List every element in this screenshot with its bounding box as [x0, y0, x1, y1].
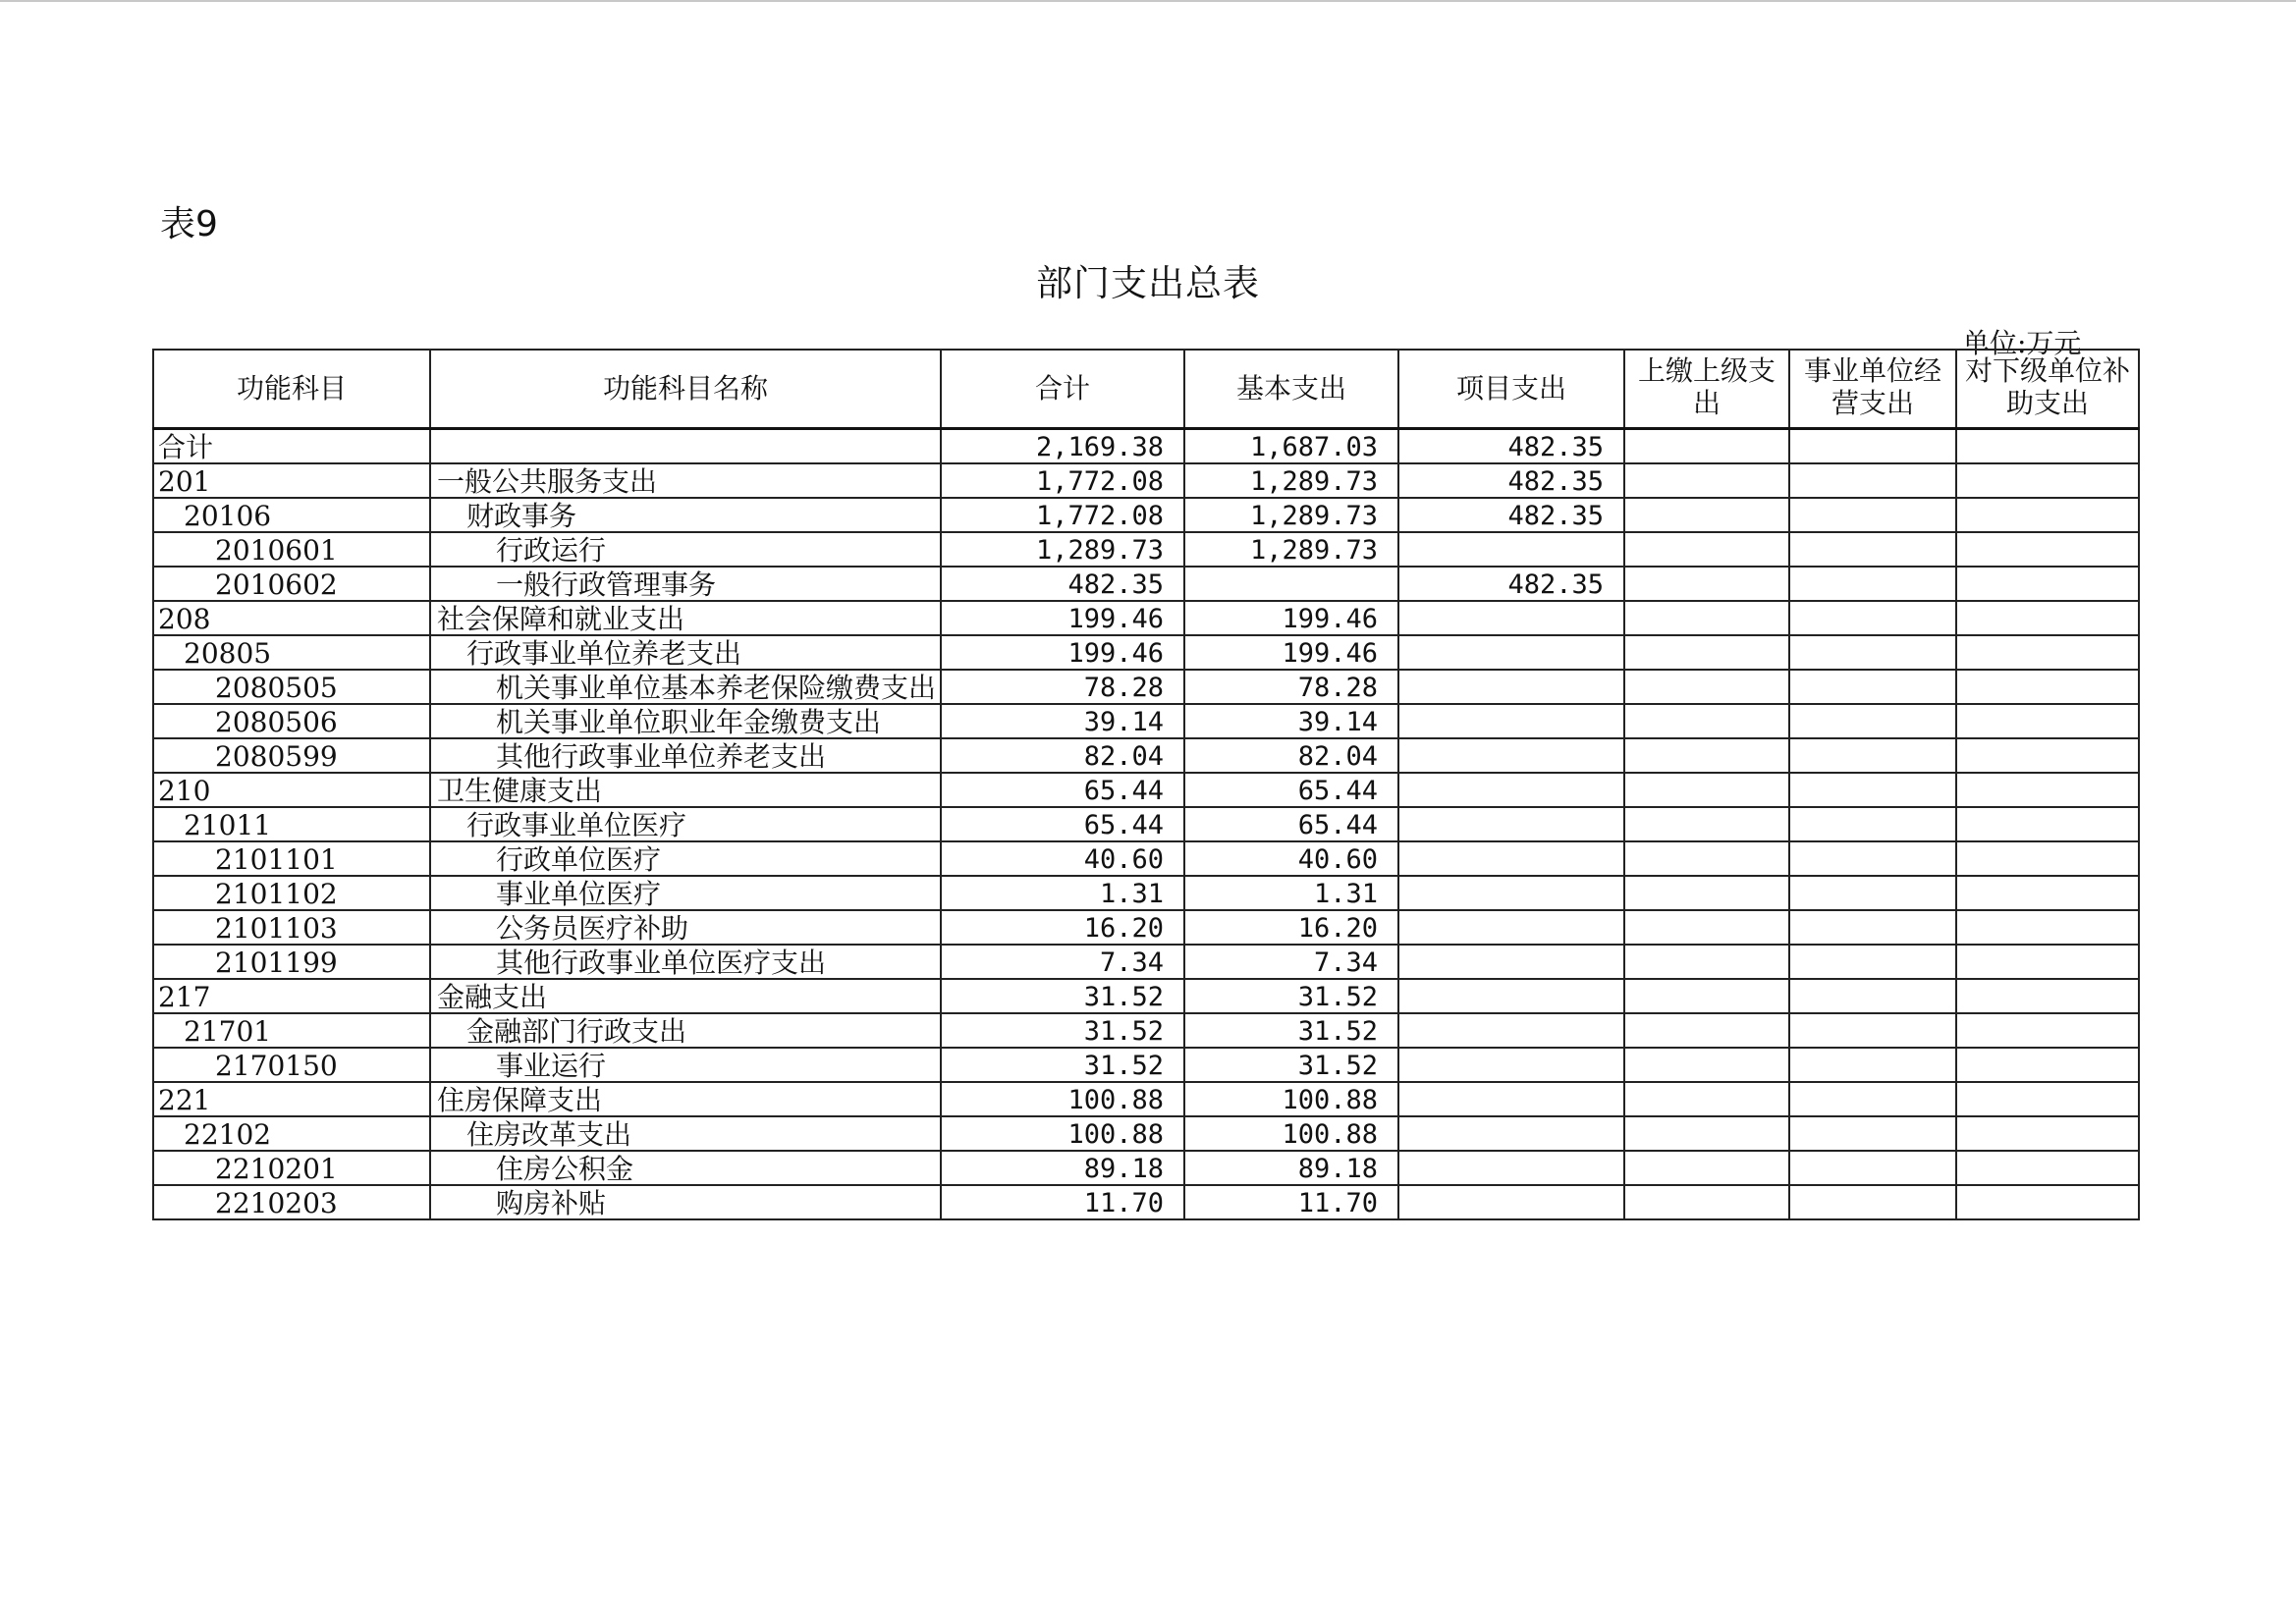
- cell-c8: [1956, 1116, 2139, 1151]
- cell-c6: [1624, 463, 1789, 498]
- cell-basic: 40.60: [1184, 841, 1398, 876]
- table-row: [153, 704, 2139, 738]
- cell-c8: [1956, 1082, 2139, 1116]
- cell-total: 11.70: [941, 1185, 1184, 1219]
- cell-project: [1398, 670, 1624, 704]
- table-row: [153, 1082, 2139, 1116]
- expenditure-table: [152, 349, 2140, 1220]
- cell-total: 1,772.08: [941, 498, 1184, 532]
- table-row: [153, 670, 2139, 704]
- table-row: [153, 1185, 2139, 1219]
- cell-basic: 16.20: [1184, 910, 1398, 945]
- cell-c6: [1624, 532, 1789, 567]
- cell-function-code: 2101103: [153, 910, 430, 945]
- cell-total: 1,289.73: [941, 532, 1184, 567]
- cell-c6: [1624, 635, 1789, 670]
- cell-function-name: 事业运行: [430, 1048, 941, 1082]
- cell-function-code: 22102: [153, 1116, 430, 1151]
- cell-project: 482.35: [1398, 567, 1624, 601]
- table-body: [153, 429, 2139, 1220]
- cell-total: 65.44: [941, 807, 1184, 841]
- cell-total: 100.88: [941, 1082, 1184, 1116]
- header-project: 项目支出: [1398, 350, 1624, 429]
- cell-c6: [1624, 979, 1789, 1013]
- cell-function-name: 事业单位医疗: [430, 876, 941, 910]
- cell-project: [1398, 1048, 1624, 1082]
- cell-total: 1,772.08: [941, 463, 1184, 498]
- table-row: [153, 773, 2139, 807]
- cell-c7: [1789, 841, 1956, 876]
- cell-c6: [1624, 429, 1789, 464]
- cell-function-name: 一般行政管理事务: [430, 567, 941, 601]
- cell-c6: [1624, 910, 1789, 945]
- cell-c7: [1789, 429, 1956, 464]
- cell-total: 7.34: [941, 945, 1184, 979]
- cell-c8: [1956, 738, 2139, 773]
- cell-function-name: 住房公积金: [430, 1151, 941, 1185]
- cell-total: 2,169.38: [941, 429, 1184, 464]
- cell-c7: [1789, 979, 1956, 1013]
- cell-function-code: 2101199: [153, 945, 430, 979]
- cell-function-name: 金融支出: [430, 979, 941, 1013]
- cell-function-name: 机关事业单位职业年金缴费支出: [430, 704, 941, 738]
- cell-function-code: 合计: [153, 429, 430, 464]
- cell-function-name: 行政事业单位养老支出: [430, 635, 941, 670]
- cell-c7: [1789, 704, 1956, 738]
- header-name: 功能科目名称: [430, 350, 941, 429]
- cell-function-name: 公务员医疗补助: [430, 910, 941, 945]
- table-row: [153, 1116, 2139, 1151]
- header-row: [153, 350, 2139, 429]
- cell-c6: [1624, 876, 1789, 910]
- cell-basic: 31.52: [1184, 1013, 1398, 1048]
- header-total: 合计: [941, 350, 1184, 429]
- cell-basic: 100.88: [1184, 1116, 1398, 1151]
- cell-function-code: 221: [153, 1082, 430, 1116]
- cell-c8: [1956, 773, 2139, 807]
- header-business-ops: 事业单位经营支出: [1789, 350, 1956, 429]
- cell-basic: 78.28: [1184, 670, 1398, 704]
- cell-total: 31.52: [941, 1048, 1184, 1082]
- table-row: [153, 635, 2139, 670]
- cell-function-name: [430, 429, 941, 464]
- cell-c6: [1624, 807, 1789, 841]
- cell-basic: 1,289.73: [1184, 463, 1398, 498]
- cell-c6: [1624, 841, 1789, 876]
- cell-function-code: 2170150: [153, 1048, 430, 1082]
- cell-c7: [1789, 567, 1956, 601]
- cell-c8: [1956, 532, 2139, 567]
- cell-basic: 199.46: [1184, 635, 1398, 670]
- cell-c7: [1789, 635, 1956, 670]
- cell-project: [1398, 945, 1624, 979]
- cell-project: [1398, 1151, 1624, 1185]
- cell-c7: [1789, 498, 1956, 532]
- header-basic: 基本支出: [1184, 350, 1398, 429]
- cell-c7: [1789, 773, 1956, 807]
- cell-c6: [1624, 1082, 1789, 1116]
- table-row: [153, 738, 2139, 773]
- cell-total: 78.28: [941, 670, 1184, 704]
- table-row: [153, 601, 2139, 635]
- cell-project: [1398, 876, 1624, 910]
- cell-project: [1398, 1185, 1624, 1219]
- cell-function-code: 2101102: [153, 876, 430, 910]
- cell-basic: 1,289.73: [1184, 532, 1398, 567]
- cell-function-name: 住房保障支出: [430, 1082, 941, 1116]
- cell-total: 199.46: [941, 635, 1184, 670]
- unit-label: 单位:万元: [1962, 327, 2082, 359]
- cell-c8: [1956, 945, 2139, 979]
- cell-basic: 31.52: [1184, 979, 1398, 1013]
- cell-total: 199.46: [941, 601, 1184, 635]
- cell-function-code: 2080599: [153, 738, 430, 773]
- cell-total: 100.88: [941, 1116, 1184, 1151]
- cell-total: 1.31: [941, 876, 1184, 910]
- cell-function-name: 行政运行: [430, 532, 941, 567]
- cell-basic: 11.70: [1184, 1185, 1398, 1219]
- cell-c8: [1956, 841, 2139, 876]
- cell-c6: [1624, 670, 1789, 704]
- cell-function-code: 20106: [153, 498, 430, 532]
- cell-c7: [1789, 670, 1956, 704]
- page-title: 部门支出总表: [1036, 262, 1260, 304]
- cell-basic: [1184, 567, 1398, 601]
- cell-function-code: 201: [153, 463, 430, 498]
- table-row: [153, 841, 2139, 876]
- cell-c6: [1624, 704, 1789, 738]
- cell-total: 482.35: [941, 567, 1184, 601]
- cell-function-name: 卫生健康支出: [430, 773, 941, 807]
- cell-basic: 89.18: [1184, 1151, 1398, 1185]
- cell-function-code: 2210201: [153, 1151, 430, 1185]
- cell-project: [1398, 807, 1624, 841]
- cell-c8: [1956, 670, 2139, 704]
- cell-c6: [1624, 945, 1789, 979]
- table-row: [153, 910, 2139, 945]
- cell-c8: [1956, 807, 2139, 841]
- cell-c6: [1624, 1048, 1789, 1082]
- cell-function-code: 2101101: [153, 841, 430, 876]
- cell-basic: 100.88: [1184, 1082, 1398, 1116]
- cell-project: [1398, 704, 1624, 738]
- cell-function-code: 2010601: [153, 532, 430, 567]
- cell-project: [1398, 1013, 1624, 1048]
- cell-c8: [1956, 635, 2139, 670]
- cell-basic: 199.46: [1184, 601, 1398, 635]
- table-row: [153, 429, 2139, 464]
- cell-c7: [1789, 876, 1956, 910]
- table-number: 表9: [160, 204, 218, 244]
- cell-basic: 82.04: [1184, 738, 1398, 773]
- cell-total: 16.20: [941, 910, 1184, 945]
- cell-basic: 65.44: [1184, 807, 1398, 841]
- page-top-edge: [0, 0, 2296, 2]
- cell-project: 482.35: [1398, 463, 1624, 498]
- cell-c6: [1624, 1013, 1789, 1048]
- cell-c6: [1624, 1151, 1789, 1185]
- cell-total: 40.60: [941, 841, 1184, 876]
- cell-function-code: 20805: [153, 635, 430, 670]
- cell-project: [1398, 532, 1624, 567]
- cell-project: [1398, 1116, 1624, 1151]
- cell-c8: [1956, 1151, 2139, 1185]
- cell-c8: [1956, 704, 2139, 738]
- cell-function-name: 社会保障和就业支出: [430, 601, 941, 635]
- table-row: [153, 463, 2139, 498]
- cell-c7: [1789, 807, 1956, 841]
- cell-function-name: 购房补贴: [430, 1185, 941, 1219]
- cell-total: 31.52: [941, 979, 1184, 1013]
- cell-c6: [1624, 498, 1789, 532]
- cell-basic: 7.34: [1184, 945, 1398, 979]
- cell-c8: [1956, 429, 2139, 464]
- cell-function-code: 21701: [153, 1013, 430, 1048]
- cell-project: [1398, 773, 1624, 807]
- cell-project: [1398, 979, 1624, 1013]
- cell-function-name: 金融部门行政支出: [430, 1013, 941, 1048]
- table-row: [153, 945, 2139, 979]
- cell-c8: [1956, 498, 2139, 532]
- cell-total: 65.44: [941, 773, 1184, 807]
- cell-c8: [1956, 979, 2139, 1013]
- cell-c7: [1789, 1116, 1956, 1151]
- table-row: [153, 1048, 2139, 1082]
- cell-function-name: 行政事业单位医疗: [430, 807, 941, 841]
- cell-c7: [1789, 601, 1956, 635]
- cell-project: [1398, 910, 1624, 945]
- cell-c7: [1789, 1013, 1956, 1048]
- cell-c8: [1956, 601, 2139, 635]
- cell-project: [1398, 738, 1624, 773]
- cell-c6: [1624, 567, 1789, 601]
- cell-function-name: 其他行政事业单位养老支出: [430, 738, 941, 773]
- cell-basic: 31.52: [1184, 1048, 1398, 1082]
- table-row: [153, 567, 2139, 601]
- cell-project: [1398, 1082, 1624, 1116]
- cell-project: [1398, 635, 1624, 670]
- cell-c6: [1624, 1116, 1789, 1151]
- cell-function-name: 机关事业单位基本养老保险缴费支出: [430, 670, 941, 704]
- cell-total: 31.52: [941, 1013, 1184, 1048]
- cell-function-code: 2080506: [153, 704, 430, 738]
- cell-basic: 1.31: [1184, 876, 1398, 910]
- table-row: [153, 979, 2139, 1013]
- cell-c8: [1956, 876, 2139, 910]
- cell-function-code: 21011: [153, 807, 430, 841]
- cell-project: 482.35: [1398, 498, 1624, 532]
- cell-c7: [1789, 532, 1956, 567]
- cell-c6: [1624, 738, 1789, 773]
- cell-c6: [1624, 773, 1789, 807]
- cell-c7: [1789, 910, 1956, 945]
- cell-function-code: 2010602: [153, 567, 430, 601]
- header-code: 功能科目: [153, 350, 430, 429]
- cell-c7: [1789, 463, 1956, 498]
- table-row: [153, 498, 2139, 532]
- cell-project: [1398, 841, 1624, 876]
- cell-c8: [1956, 1048, 2139, 1082]
- cell-function-name: 行政单位医疗: [430, 841, 941, 876]
- cell-basic: 65.44: [1184, 773, 1398, 807]
- cell-c7: [1789, 1185, 1956, 1219]
- cell-function-name: 其他行政事业单位医疗支出: [430, 945, 941, 979]
- cell-total: 89.18: [941, 1151, 1184, 1185]
- cell-c8: [1956, 1185, 2139, 1219]
- cell-function-name: 一般公共服务支出: [430, 463, 941, 498]
- cell-c7: [1789, 1048, 1956, 1082]
- cell-function-name: 住房改革支出: [430, 1116, 941, 1151]
- cell-c8: [1956, 1013, 2139, 1048]
- cell-c6: [1624, 1185, 1789, 1219]
- table-row: [153, 1013, 2139, 1048]
- cell-c7: [1789, 1151, 1956, 1185]
- cell-function-code: 208: [153, 601, 430, 635]
- cell-total: 82.04: [941, 738, 1184, 773]
- cell-function-code: 2080505: [153, 670, 430, 704]
- cell-c7: [1789, 1082, 1956, 1116]
- header-subsidy-lower: 对下级单位补助支出: [1956, 350, 2139, 429]
- cell-project: 482.35: [1398, 429, 1624, 464]
- cell-c8: [1956, 463, 2139, 498]
- cell-project: [1398, 601, 1624, 635]
- cell-basic: 1,289.73: [1184, 498, 1398, 532]
- cell-c7: [1789, 945, 1956, 979]
- cell-c8: [1956, 567, 2139, 601]
- table-row: [153, 876, 2139, 910]
- cell-function-code: 2210203: [153, 1185, 430, 1219]
- cell-basic: 1,687.03: [1184, 429, 1398, 464]
- table-row: [153, 532, 2139, 567]
- header-remit-upper: 上缴上级支出: [1624, 350, 1789, 429]
- cell-basic: 39.14: [1184, 704, 1398, 738]
- table-row: [153, 807, 2139, 841]
- cell-c6: [1624, 601, 1789, 635]
- table-row: [153, 1151, 2139, 1185]
- cell-function-code: 210: [153, 773, 430, 807]
- cell-function-name: 财政事务: [430, 498, 941, 532]
- cell-function-code: 217: [153, 979, 430, 1013]
- cell-c7: [1789, 738, 1956, 773]
- cell-c8: [1956, 910, 2139, 945]
- cell-total: 39.14: [941, 704, 1184, 738]
